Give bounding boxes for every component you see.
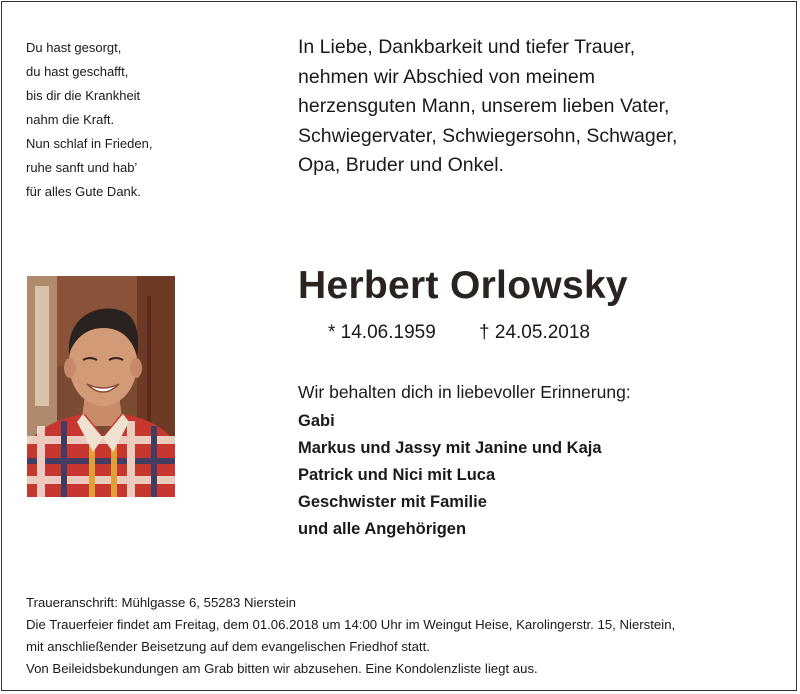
family-member: Gabi [298, 412, 335, 430]
birth-date: * 14.06.1959 [328, 322, 436, 343]
burial-details: mit anschließender Beisetzung auf dem evangelischen Friedhof statt. [26, 639, 430, 654]
intro-line: herzensguten Mann, unserem lieben Vater, [298, 95, 670, 117]
family-list [298, 408, 602, 543]
poem-line: Nun schlaf in Frieden, [26, 136, 153, 151]
mourning-address: Traueranschrift: Mühlgasse 6, 55283 Nierstein [26, 595, 296, 610]
death-date: † 24.05.2018 [479, 322, 590, 343]
poem-line: bis dir die Krankheit [26, 88, 141, 103]
intro-line: Schwiegervater, Schwiegersohn, Schwager, [298, 124, 678, 147]
deceased-name: Herbert Orlowsky [298, 264, 628, 307]
intro-line: Opa, Bruder und Onkel. [298, 154, 504, 176]
poem-line: Du hast gesorgt, [26, 40, 122, 55]
family-member: Markus und Jassy mit Janine und Kaja [298, 439, 602, 457]
poem-line: für alles Gute Dank. [26, 184, 141, 199]
funeral-details: Die Trauerfeier findet am Freitag, dem 01.06.2018 um 14:00 Uhr im Weingut Heise, Karolingerstr. 15, Nierstein, [26, 617, 676, 632]
intro-line: nehmen wir Abschied von meinem [298, 65, 595, 88]
intro-text [298, 33, 778, 181]
footer-info [26, 592, 786, 680]
family-member: Geschwister mit Familie [298, 493, 487, 511]
poem [26, 36, 226, 204]
poem-line: ruhe sanft und hab’ [26, 160, 138, 175]
portrait-photo [27, 276, 175, 497]
poem-line: nahm die Kraft. [26, 112, 115, 127]
intro-line: In Liebe, Dankbarkeit und tiefer Trauer, [298, 36, 636, 58]
condolence-note: Von Beileidsbekundungen am Grab bitten wir abzusehen. Eine Kondolenzliste liegt aus. [26, 661, 538, 676]
remembrance-text: Wir behalten dich in liebevoller Erinnerung: [298, 382, 631, 402]
family-member: und alle Angehörigen [298, 520, 467, 538]
poem-line: du hast geschafft, [26, 64, 129, 79]
life-dates [328, 322, 590, 344]
family-member: Patrick und Nici mit Luca [298, 466, 496, 484]
